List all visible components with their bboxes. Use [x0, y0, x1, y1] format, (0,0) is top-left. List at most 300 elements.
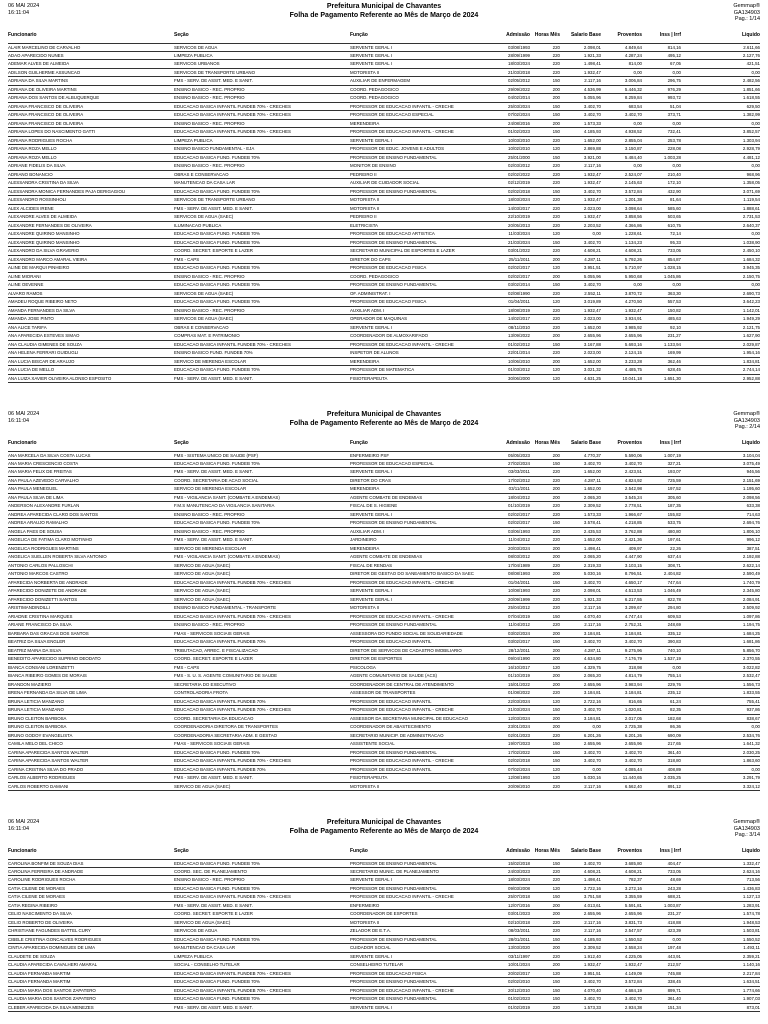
cell-inss-irrf: 610,75: [667, 222, 681, 228]
cell-hours-month: 200: [552, 256, 560, 262]
cell-function: PROFESSOR DE EDUCACAO FISICA: [350, 299, 427, 304]
cell-hours-month: 120: [552, 970, 560, 976]
cell-admission-date: 10/06/2010: [508, 358, 530, 364]
cell-inss-irrf: 733,05: [667, 248, 681, 253]
col-header-admission-date: Admissão: [506, 848, 530, 854]
cell-earnings: 3.006,84: [624, 78, 642, 83]
cell-admission-date: 17/02/2012: [508, 477, 530, 483]
cell-admission-date: 20/05/2013: [508, 222, 530, 228]
table-row: [8, 902, 760, 911]
cell-function: PROFESSOR DE EDUCACAO INFANTIL: [350, 698, 432, 704]
cell-hours-month: 220: [552, 928, 560, 933]
cell-base-salary: 1.932,47: [583, 214, 601, 219]
cell-section: EDUCACAO BASICA FUND. FUNDEB 70%: [174, 239, 260, 245]
cell-inss-irrf: 193,07: [667, 469, 681, 474]
cell-base-salary: 4.634,80: [583, 656, 601, 661]
cell-admission-date: 02/08/1990: [508, 290, 530, 296]
table-row: [8, 111, 760, 120]
table-row: [8, 868, 760, 877]
cell-earnings: 3.355,59: [624, 894, 642, 899]
cell-earnings: 2.124,15: [624, 350, 642, 355]
report-page-1: [0, 0, 768, 408]
cell-base-salary: 3.402,70: [583, 758, 601, 763]
cell-earnings: 4.287,24: [624, 52, 642, 58]
cell-employee-name: BRUNO CLEITON BARBOSA: [8, 715, 67, 721]
cell-inss-irrf: 231,27: [667, 911, 681, 916]
cell-employee-name: ARISTIMANDINDILLI: [8, 605, 50, 610]
cell-hours-month: 200: [552, 673, 560, 678]
cell-earnings: 2.145,63: [624, 180, 642, 185]
cell-net-pay: 2.359,21: [742, 953, 760, 959]
cell-section: EDUCACAO BASICA FUND. FUNDEB 70%: [174, 282, 260, 287]
cell-section: EDUCACAO BASICA INFANTIL FUNDEB 70%: [174, 639, 266, 644]
table-row: [8, 604, 760, 613]
cell-employee-name: ANGELICA RODRIGUES MARTINS: [8, 545, 79, 551]
cell-inss-irrf: 690,09: [667, 732, 681, 738]
cell-function: CUIDADOR SOCIAL: [350, 945, 391, 950]
cell-section: FMS - SISTEMA UNICO DE SAUDE (PSF): [174, 453, 258, 458]
cell-earnings: 2.655,96: [624, 333, 642, 338]
cell-net-pay: 3.071,69: [742, 188, 760, 194]
cell-earnings: 5.693,16: [624, 341, 642, 347]
report-subtitle: Folha de Pagamento Referente ao Mês de Março de 2024: [289, 828, 479, 835]
table-row: [8, 145, 760, 154]
cell-base-salary: 3.184,81: [583, 630, 601, 636]
cell-section: EDUCACAO BASICA INFANTIL FUNDEB 70% - CRECHES: [174, 987, 291, 993]
table-row: [8, 723, 760, 732]
cell-net-pay: 1.358,05: [742, 180, 760, 185]
cell-base-salary: 1.498,41: [583, 877, 601, 882]
cell-hours-month: 120: [552, 367, 560, 372]
cell-earnings: 4.085,44: [624, 766, 642, 772]
cell-function: PEDREIRO II: [350, 214, 377, 219]
cell-function: MOTORISTA II: [350, 605, 380, 610]
cell-section: COORD. SECRET. ESPORTE E LAZER: [174, 911, 253, 916]
cell-section: EDUCACAO BASICA FUND. FUNDEB 70%: [174, 861, 260, 866]
cell-earnings: 2.423,51: [624, 469, 642, 474]
cell-net-pay: 1.684,32: [742, 256, 760, 262]
cell-section: ENSINO BASICO - REC. PROPRIO: [174, 120, 245, 126]
cell-inss-irrf: 48,69: [670, 877, 681, 882]
cell-function: PSICOLOGA: [350, 664, 376, 670]
cell-admission-date: 17/04/1989: [508, 562, 530, 568]
cell-function: SERVENTE GERAL I: [350, 52, 392, 58]
table-row: [8, 621, 760, 630]
cell-section: COORDENADORIA DIRETORA DE TRANSPORTES: [174, 724, 278, 729]
cell-hours-month: 200: [552, 545, 560, 551]
cell-base-salary: 1.573,33: [583, 511, 601, 517]
cell-base-salary: 3.402,70: [583, 103, 601, 109]
header-center: [0, 2, 768, 20]
cell-inss-irrf: 725,59: [667, 477, 681, 483]
cell-earnings: 11.440,65: [622, 775, 642, 780]
cell-section: OBRAS E CONSERVACAO: [174, 324, 229, 330]
cell-section: FMS - SERV. DE ASSIT. MED. E SANIT.: [174, 775, 253, 780]
cell-inss-irrf: 423,39: [667, 928, 681, 933]
cell-earnings: 4.608,21: [624, 248, 642, 253]
cell-base-salary: 4.536,99: [583, 86, 601, 92]
cell-inss-irrf: 747,64: [667, 579, 681, 585]
cell-function: MOTORISTA II: [350, 919, 380, 925]
cell-admission-date: 02/02/2018: [508, 758, 530, 763]
cell-net-pay: 1.194,75: [742, 622, 760, 627]
cell-function: PROFESSOR DE EDUCACAO INFANTIL - CRECHE: [350, 129, 454, 134]
table-row: [8, 247, 760, 256]
cell-earnings: 3.762,88: [624, 528, 642, 534]
report-code: GA134903: [733, 417, 760, 424]
cell-net-pay: 0,00: [751, 120, 760, 126]
cell-admission-date: 13/03/2020: [508, 945, 530, 950]
payroll-table: [8, 859, 760, 1012]
cell-section: ENSINO BASICO - REC. PROPRIO: [174, 95, 245, 100]
table-row: [8, 307, 760, 316]
cell-inss-irrf: 408,89: [667, 766, 681, 772]
cell-hours-month: 220: [552, 477, 560, 483]
cell-base-salary: 4.013,61: [583, 902, 601, 908]
cell-base-salary: 1.932,47: [583, 307, 601, 313]
cell-earnings: 1.134,23: [624, 239, 642, 245]
cell-inss-irrf: 363,30: [667, 290, 681, 296]
cell-employee-name: CAROLINA FERREIRA DE ANDRADE: [8, 868, 84, 874]
cell-employee-name: ADILSON GUILHERME ASSUNCAO: [8, 69, 81, 75]
cell-section: SERVICOS DE AGUA (SAEC): [174, 290, 234, 296]
cell-employee-name: ANDERSON ALEXANDRE FURLAN: [8, 503, 80, 508]
cell-base-salary: 2.117,16: [584, 928, 601, 933]
cell-earnings: 3.985,92: [624, 324, 642, 330]
cell-employee-name: ALESSANDRA CRISTINA DA SILVA: [8, 180, 79, 185]
cell-hours-month: 150: [552, 741, 560, 746]
cell-net-pay: 2.030,25: [742, 749, 760, 755]
cell-inss-irrf: 0,00: [672, 282, 681, 287]
cell-admission-date: 25/04/2012: [508, 605, 530, 610]
cell-hours-month: 220: [552, 732, 560, 738]
cell-admission-date: 02/03/2012: [508, 163, 530, 168]
table-row: [8, 562, 760, 571]
cell-base-salary: 4.631,25: [583, 375, 601, 381]
col-header-employee-name: Funcionario: [8, 32, 37, 38]
cell-admission-date: 02/02/2017: [508, 265, 530, 270]
cell-base-salary: 0,00: [592, 766, 601, 772]
cell-earnings: 3.858,56: [624, 214, 642, 219]
cell-inss-irrf: 814,16: [667, 45, 681, 50]
cell-base-salary: 3.402,70: [583, 188, 601, 194]
cell-net-pay: 1.140,16: [742, 962, 760, 967]
cell-inss-irrf: 150,82: [667, 307, 681, 313]
cell-net-pay: 1.503,81: [742, 928, 760, 933]
cell-hours-month: 200: [552, 494, 560, 500]
cell-earnings: 3.402,70: [624, 112, 642, 117]
cell-inss-irrf: 1.133,94: [663, 341, 681, 347]
cell-earnings: 3.685,80: [624, 861, 642, 866]
cell-hours-month: 150: [552, 129, 560, 134]
cell-employee-name: ADRIANA DE OLIVEIRA MARTINS: [8, 86, 77, 92]
cell-function: FISIOTERAPEUTA: [350, 775, 388, 780]
cell-earnings: 3.272,16: [624, 885, 642, 891]
cell-earnings: 3.831,73: [624, 919, 642, 925]
table-row: [8, 1004, 760, 1013]
header-center: [0, 410, 768, 428]
column-header-row: [8, 440, 760, 450]
cell-hours-month: 220: [552, 622, 560, 627]
cell-base-salary: 4.287,11: [584, 256, 601, 262]
cell-net-pay: 1.283,91: [742, 902, 760, 908]
cell-employee-name: ADRIANA FRANCISCO DE OLIVEIRA: [8, 103, 84, 109]
table-row: [8, 468, 760, 477]
cell-inss-irrf: 335,12: [667, 630, 681, 636]
cell-admission-date: 10/01/2024: [508, 962, 530, 967]
cell-inss-irrf: 899,71: [667, 987, 681, 993]
cell-section: SERVICOS URBANOS: [174, 61, 220, 66]
cell-inss-irrf: 732,41: [667, 129, 681, 134]
cell-net-pay: 2.694,76: [742, 520, 760, 525]
table-row: [8, 579, 760, 588]
cell-function: PROFESSOR DE EDUCACAO INFANTIL - CRECHE: [350, 758, 454, 763]
cell-hours-month: 220: [552, 307, 560, 313]
cell-base-salary: 2.117,16: [584, 163, 601, 168]
cell-employee-name: ANA ALICE TARIFA: [8, 324, 47, 330]
cell-net-pay: 3.291,79: [742, 775, 760, 780]
cell-inss-irrf: 155,82: [667, 511, 681, 517]
cell-function: PROFESSOR DE EDUCACAO INFANTIL: [350, 766, 432, 772]
cell-function: ENFERMEIRO: [350, 902, 380, 908]
cell-hours-month: 200: [552, 453, 560, 458]
cell-net-pay: 1.740,79: [742, 579, 760, 585]
cell-inss-irrf: 296,75: [667, 78, 681, 83]
cell-inss-irrf: 231,27: [667, 333, 681, 338]
cell-inss-irrf: 61,24: [670, 698, 681, 704]
cell-employee-name: CATIA CILENE DE MORAES: [8, 885, 66, 891]
cell-base-salary: 5.030,16: [583, 571, 601, 576]
table-row: [8, 230, 760, 239]
cell-admission-date: 27/02/2024: [508, 460, 530, 466]
cell-admission-date: 01/02/2023: [508, 996, 530, 1001]
cell-earnings: 3.150,87: [624, 146, 642, 151]
cell-function: AGENTE COMBATE DE ENDEMIAS: [350, 554, 423, 559]
table-row: [8, 757, 760, 766]
cell-net-pay: 1.684,25: [742, 630, 760, 636]
cell-section: LIMPEZA PUBLICA: [174, 953, 213, 959]
cell-employee-name: CLAUDIA APARECIDA CAVALHERI AMARAL: [8, 962, 98, 967]
cell-employee-name: ALINE OEVENNE: [8, 282, 44, 287]
cell-hours-month: 200: [552, 571, 560, 576]
table-row: [8, 587, 760, 596]
cell-earnings: 9.275,96: [624, 647, 642, 653]
cell-admission-date: 22/01/2014: [508, 350, 530, 355]
table-row: [8, 893, 760, 902]
cell-base-salary: 3.184,81: [583, 690, 601, 695]
cell-net-pay: 2.624,16: [742, 868, 760, 874]
cell-hours-month: 150: [552, 579, 560, 585]
cell-section: FMS - SERV. DE ASSIT. MED. E SANIT.: [174, 537, 253, 542]
table-row: [8, 256, 760, 265]
table-row: [8, 154, 760, 163]
cell-inss-irrf: 151,34: [667, 1004, 681, 1010]
cell-base-salary: 2.098,01: [583, 588, 601, 593]
cell-employee-name: BEATRIZ DA SILVA ENGLER: [8, 639, 66, 644]
cell-net-pay: 1.142,01: [742, 307, 760, 313]
cell-function: PROFESSOR DE EDUC. JOVENS E ADULTOS: [350, 146, 445, 151]
cell-inss-irrf: 248,69: [667, 622, 681, 627]
cell-function: PROFESSOR DE ENSINO FUNDAMENTAL: [350, 749, 437, 755]
cell-admission-date: 25/07/2018: [508, 894, 530, 899]
table-row: [8, 213, 760, 222]
cell-function: PROFESSOR DE EDUCACAO INFANTIL - CRECHE: [350, 894, 454, 899]
cell-section: FMS - SERV. DE ASSIT. MED. E SANIT.: [174, 375, 253, 381]
cell-hours-month: 200: [552, 715, 560, 721]
cell-inss-irrf: 327,21: [667, 460, 681, 466]
cell-earnings: 4.824,92: [624, 477, 642, 483]
header-right: [733, 411, 760, 431]
table-row: [8, 655, 760, 664]
cell-function: SERVENTE GERAL I: [350, 61, 392, 66]
payroll-table: [8, 43, 760, 383]
cell-hours-month: 220: [552, 511, 560, 517]
cell-function: SECRETARIO MUNIC. DE PLANEJAMENTO: [350, 868, 439, 874]
table-row: [8, 86, 760, 95]
cell-net-pay: 3.104,04: [742, 453, 760, 458]
cell-admission-date: 03/11/2011: [508, 486, 530, 491]
cell-base-salary: 3.402,70: [583, 112, 601, 117]
cell-section: FMS - S. U. S. AGENTE COMUNITARIO DE SAUDE: [174, 673, 278, 678]
col-header-section: Seção: [174, 848, 189, 854]
cell-function: MERENDEIRA: [350, 545, 380, 551]
cell-function: AGENTE COMBATE DE ENDEMIAS: [350, 494, 423, 500]
cell-hours-month: 220: [552, 137, 560, 143]
cell-base-salary: 1.652,00: [583, 324, 601, 330]
cell-hours-month: 220: [552, 868, 560, 874]
col-header-net-pay: Liquido: [741, 32, 760, 38]
cell-net-pay: 4.481,12: [742, 154, 760, 160]
cell-function: PROFESSOR DE EDUCACAO ESPECIAL: [350, 112, 434, 117]
cell-section: SERVICOS DE TRANSPORTE URBANO: [174, 69, 256, 75]
cell-admission-date: 18/03/2024: [508, 197, 530, 202]
cell-section: SERVICOS DE AGUA: [174, 928, 218, 933]
cell-function: COORD. PEDAGOGICO: [350, 273, 399, 279]
cell-hours-month: 150: [552, 112, 560, 117]
cell-section: ENSINO BASICO FUND. FUNDEB 70%: [174, 350, 253, 355]
cell-employee-name: APARECIDA NORBERTA DE ANDRADE: [8, 579, 88, 585]
cell-inss-irrf: 503,65: [667, 214, 681, 219]
cell-base-salary: 3.921,00: [583, 154, 601, 160]
cell-net-pay: 1.774,66: [742, 987, 760, 993]
cell-admission-date: 02/01/2023: [508, 732, 530, 738]
cell-admission-date: 15/01/2022: [508, 681, 530, 687]
table-row: [8, 281, 760, 290]
cell-earnings: 8.259,84: [624, 95, 642, 100]
table-row: [8, 298, 760, 307]
cell-employee-name: ADRIANA LOPES DO NASCIMENTO GATTI: [8, 129, 96, 134]
cell-hours-month: 220: [552, 528, 560, 534]
cell-admission-date: 03/08/1993: [508, 45, 530, 50]
cell-hours-month: 200: [552, 358, 560, 364]
cell-inss-irrf: 172,10: [667, 180, 681, 185]
cell-section: FMS - CAPS: [174, 664, 200, 670]
cell-earnings: 3.184,81: [624, 690, 642, 695]
cell-employee-name: ALEX ALCIDES IRENE: [8, 205, 54, 211]
cell-admission-date: 12/07/2016: [508, 902, 530, 908]
cell-earnings: 3.184,81: [624, 630, 642, 636]
cell-section: F.M.S MANUTENCAO DA VIGILANCIA SANITARIA: [174, 503, 275, 508]
report-date: 06 MAI 2024: [8, 819, 40, 825]
cell-earnings: 782,37: [628, 877, 642, 882]
cell-earnings: 6.217,55: [624, 596, 642, 602]
cell-function: COORD. PEDAGOGICO: [350, 95, 399, 100]
cell-base-salary: 3.402,70: [583, 239, 601, 245]
cell-net-pay: 3.642,23: [742, 299, 760, 304]
cell-admission-date: 02/02/2010: [508, 979, 530, 984]
cell-employee-name: ALINE MIORANI: [8, 273, 41, 279]
cell-earnings: 5.591,81: [624, 902, 642, 908]
cell-net-pay: 1.618,55: [742, 95, 760, 100]
cell-net-pay: 755,41: [746, 698, 760, 704]
cell-admission-date: 21/03/2018: [508, 69, 530, 75]
cell-base-salary: 4.287,11: [584, 647, 601, 653]
cell-section: EDUCACAO BASICA FUND. FUNDEB 70%: [174, 979, 260, 984]
cell-net-pay: 2.029,87: [742, 341, 760, 347]
cell-section: SERVICO DE AGUA (SAEC): [174, 571, 231, 576]
cell-admission-date: 02/02/2018: [508, 188, 530, 194]
cell-section: SERVICO DE AGUA (SAEC): [174, 562, 231, 568]
cell-net-pay: 2.509,92: [742, 605, 760, 610]
cell-admission-date: 25/03/2024: [508, 103, 530, 109]
cell-function: DIRETOR DE SERVICOS DE CADASTRO IMOBILIARIO: [350, 647, 462, 653]
cell-employee-name: AMANDA FERNANDES DA SILVA: [8, 307, 75, 313]
cell-earnings: 3.870,72: [624, 290, 642, 296]
cell-net-pay: 1.127,13: [742, 894, 760, 899]
cell-inss-irrf: 1.045,86: [663, 273, 681, 279]
cell-net-pay: 387,51: [746, 545, 760, 551]
cell-section: TRIBUTACAO, ARREC. E FISCALIZACAO: [174, 647, 258, 653]
col-header-hours-month: Horas Mês: [534, 440, 560, 446]
cell-earnings: 4.225,05: [624, 953, 642, 959]
cell-earnings: 2.524,07: [624, 171, 642, 177]
cell-employee-name: ANA HELENA FERRARI GUIDUGLI: [8, 350, 79, 355]
table-row: [8, 706, 760, 715]
cell-inss-irrf: 418,88: [667, 919, 681, 925]
cell-function: PROFESSOR DE ENSINO FUNDAMENTAL: [350, 885, 437, 891]
cell-base-salary: 2.869,88: [583, 146, 601, 151]
report-code: GA134903: [733, 9, 760, 16]
cell-earnings: 4.366,86: [624, 222, 642, 228]
table-row: [8, 511, 760, 520]
cell-function: MOTORISTA II: [350, 69, 380, 75]
cell-base-salary: 2.065,20: [583, 494, 601, 500]
cell-earnings: 4.447,90: [624, 554, 642, 559]
col-header-base-salary: Salario Base: [570, 440, 601, 446]
table-row: [8, 672, 760, 681]
cell-admission-date: 08/03/2012: [508, 554, 530, 559]
cell-base-salary: 1.932,47: [583, 171, 601, 177]
cell-section: EDUCACAO BASICA INFANTIL FUNDEB 70%: [174, 698, 266, 704]
cell-base-salary: 5.055,96: [583, 273, 601, 279]
table-row: [8, 749, 760, 758]
table-row: [8, 970, 760, 979]
cell-admission-date: 04/02/2014: [508, 95, 530, 100]
cell-function: SERVENTE GERAL I: [350, 45, 392, 50]
payroll-table: [8, 451, 760, 791]
cell-section: ENSINO BASICO - REC. PROPRIO: [174, 877, 245, 882]
table-row: [8, 927, 760, 936]
cell-function: ASSESSORA DO FUNDO SOCIAL DE SOLIDARIEDADE: [350, 630, 463, 636]
table-row: [8, 196, 760, 205]
cell-function: SERVENTE GERAL I: [350, 324, 392, 330]
cell-section: EDUCACAO BASICA INFANTIL FUNDEB 70% - CRECHES: [174, 129, 291, 134]
cell-inss-irrf: 480,80: [667, 528, 681, 534]
cell-hours-month: 220: [552, 197, 560, 202]
cell-section: FMS - SERV. DE ASSIT. MED. E SANIT.: [174, 205, 253, 211]
cell-function: ZELADOR DE E.T.A.: [350, 928, 391, 933]
cell-employee-name: ADRIANA DA SILVA MARTINS: [8, 78, 69, 83]
